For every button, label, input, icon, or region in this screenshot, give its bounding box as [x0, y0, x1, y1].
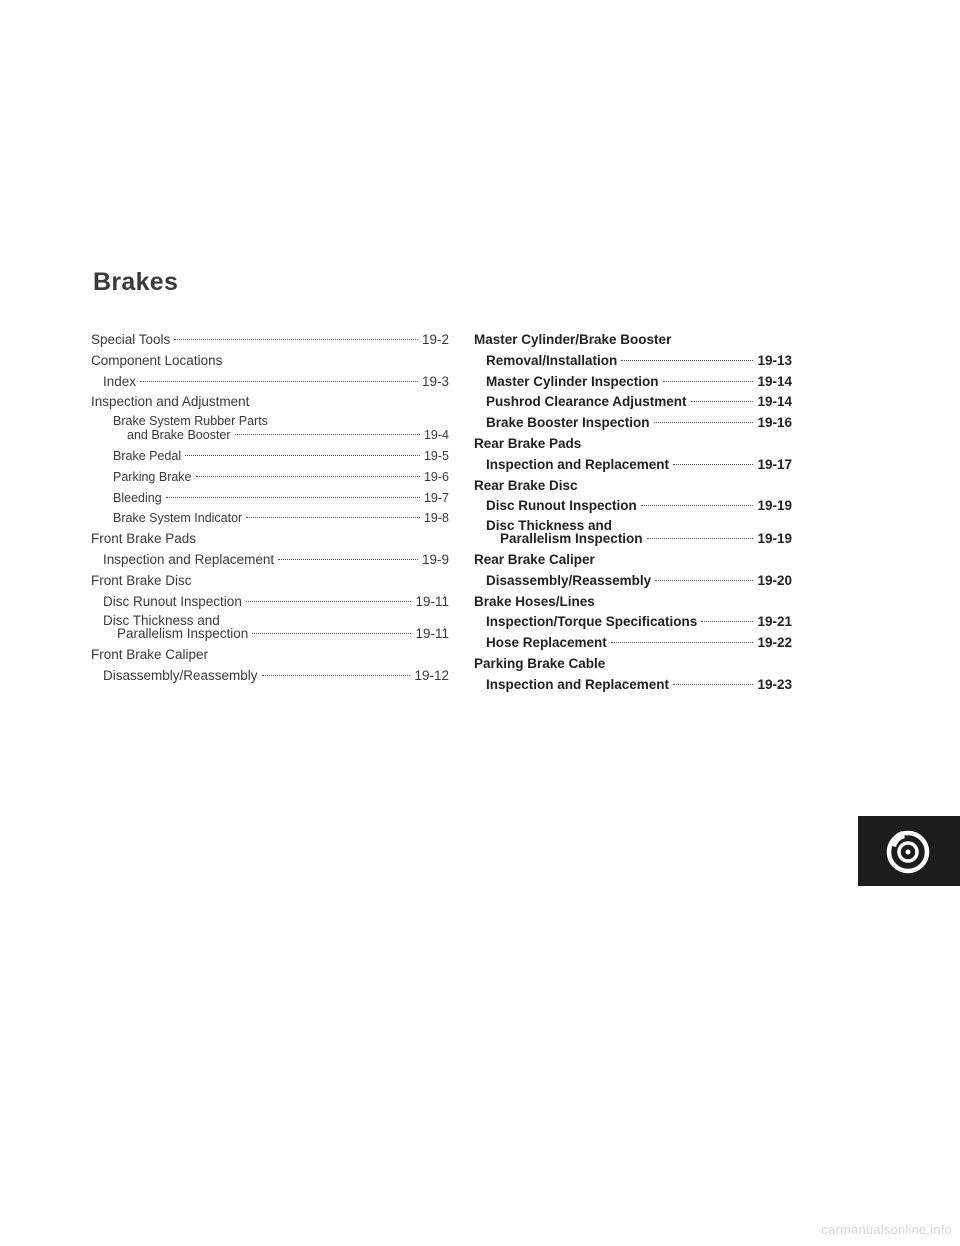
- toc-entry-index[interactable]: Index 19-3: [103, 373, 449, 389]
- toc-heading-front-brake-disc: Front Brake Disc: [91, 572, 192, 588]
- toc-entry-hose-replacement[interactable]: Hose Replacement 19-22: [486, 635, 792, 651]
- toc-entry-pushrod-clearance[interactable]: Pushrod Clearance Adjustment 19-14: [486, 394, 792, 410]
- toc-heading-front-brake-caliper: Front Brake Caliper: [91, 647, 209, 663]
- toc-heading-front-brake-pads: Front Brake Pads: [91, 531, 197, 547]
- toc-heading-master-cylinder: Master Cylinder/Brake Booster: [474, 332, 672, 347]
- toc-entry-rear-disc-parallelism[interactable]: Parallelism Inspection 19-19: [500, 531, 792, 547]
- toc-heading-rear-brake-pads: Rear Brake Pads: [474, 435, 582, 451]
- toc-right-column: [474, 330, 792, 696]
- toc-entry-rubber-parts-line1: Brake System Rubber Parts: [113, 414, 268, 429]
- brake-disc-icon: [877, 823, 935, 879]
- section-badge: [858, 816, 960, 886]
- page-title: Brakes: [93, 268, 179, 296]
- toc-entry-master-cylinder-inspection[interactable]: Master Cylinder Inspection 19-14: [486, 373, 792, 389]
- toc-heading-inspection-adjustment: Inspection and Adjustment: [91, 394, 250, 410]
- toc-entry-parking-brake[interactable]: Parking Brake 19-6: [113, 469, 449, 484]
- toc-heading-component-locations: Component Locations: [91, 352, 223, 368]
- toc-entry-rubber-parts-booster[interactable]: and Brake Booster 19-4: [127, 428, 449, 443]
- toc-entry-special-tools[interactable]: Special Tools 19-2: [91, 332, 449, 347]
- toc-entry-rear-disc-thickness-line1: Disc Thickness and: [486, 518, 613, 534]
- toc-entry-front-disc-thickness-line1: Disc Thickness and: [103, 613, 220, 629]
- toc-entry-brake-pedal[interactable]: Brake Pedal 19-5: [113, 448, 449, 463]
- toc-entry-bleeding[interactable]: Bleeding 19-7: [113, 490, 449, 505]
- toc-heading-parking-brake-cable: Parking Brake Cable: [474, 655, 606, 671]
- toc-entry-cable-inspection[interactable]: Inspection and Replacement 19-23: [486, 676, 792, 692]
- toc-entry-front-caliper-disassembly[interactable]: Disassembly/Reassembly 19-12: [103, 667, 449, 683]
- toc-entry-front-disc-runout[interactable]: Disc Runout Inspection 19-11: [103, 593, 449, 609]
- toc-heading-rear-brake-disc: Rear Brake Disc: [474, 477, 578, 493]
- toc-entry-rear-disc-runout[interactable]: Disc Runout Inspection 19-19: [486, 498, 792, 514]
- toc-entry-front-disc-parallelism[interactable]: Parallelism Inspection 19-11: [117, 626, 449, 642]
- watermark-footer: carmanualsonline.info: [821, 1222, 952, 1237]
- toc-entry-torque-specifications[interactable]: Inspection/Torque Specifications 19-21: [486, 614, 792, 630]
- toc-heading-rear-brake-caliper: Rear Brake Caliper: [474, 551, 595, 567]
- toc-entry-removal-installation[interactable]: Removal/Installation 19-13: [486, 352, 792, 368]
- toc-entry-brake-system-indicator[interactable]: Brake System Indicator 19-8: [113, 511, 449, 526]
- toc-entry-brake-booster-inspection[interactable]: Brake Booster Inspection 19-16: [486, 415, 792, 431]
- toc-entry-rear-caliper-disassembly[interactable]: Disassembly/Reassembly 19-20: [486, 572, 792, 588]
- toc-entry-rear-pads-inspection[interactable]: Inspection and Replacement 19-17: [486, 456, 792, 472]
- toc-entry-front-pads-inspection[interactable]: Inspection and Replacement 19-9: [103, 551, 449, 567]
- toc-heading-brake-hoses-lines: Brake Hoses/Lines: [474, 593, 595, 609]
- toc-left-column: [91, 330, 449, 687]
